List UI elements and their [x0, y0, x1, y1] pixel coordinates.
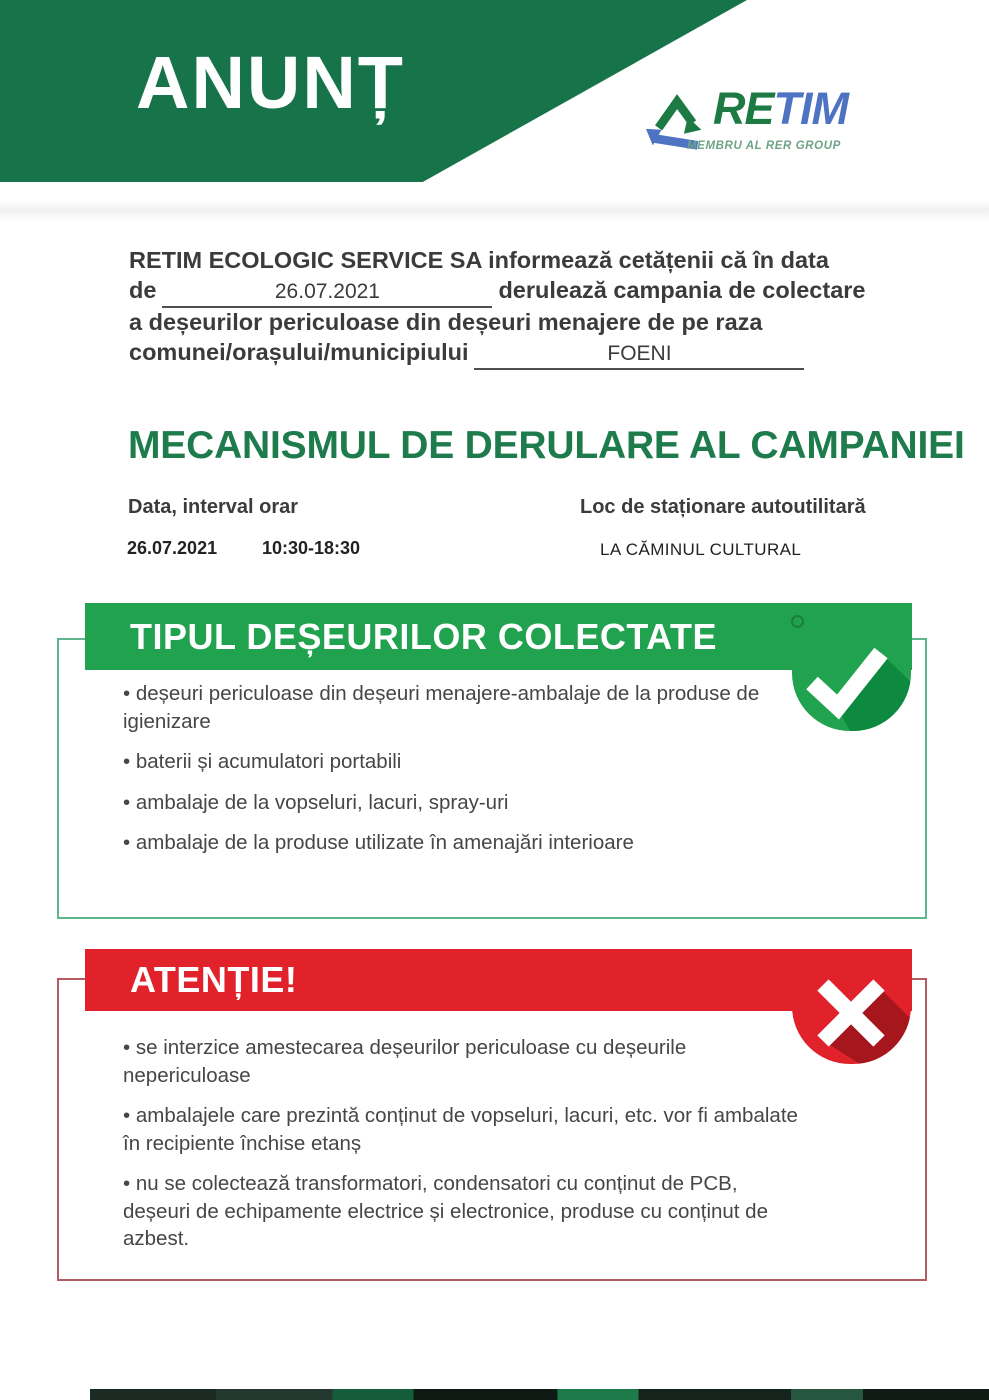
list-item: • nu se colectează transformatori, condensatori cu conținut de PCB, deșeuri de echipamente electrice și electronice, produse cu conținut de azbest.: [123, 1170, 805, 1253]
list-item: • ambalaje de la produse utilizate în amenajări interioare: [123, 829, 805, 857]
city-fill-blank: FOENI: [474, 339, 804, 371]
intro-line3: a deșeurilor periculoase din deșeuri menajere de pe raza: [129, 309, 763, 335]
schedule-date: 26.07.2021: [127, 538, 218, 558]
logo-re-text: RE: [713, 83, 774, 134]
logo-tim-text: TIM: [773, 83, 848, 134]
mechanism-title: MECANISMUL DE DERULARE AL CAMPANIEI: [128, 424, 965, 467]
list-item: • se interzice amestecarea deșeurilor periculoase cu deșeurile nepericuloase: [123, 1034, 805, 1089]
checkmark-badge: [792, 603, 911, 731]
footer-strip: [90, 1389, 989, 1400]
attention-section-header: [85, 949, 912, 1011]
x-badge: [792, 949, 911, 1064]
schedule-location: LA CĂMINUL CULTURAL: [600, 540, 802, 559]
location-column-header: Loc de staționare autoutilitară: [580, 496, 866, 518]
intro-line4-prefix: comunei/orașului/municipiului: [129, 338, 469, 365]
intro-paragraph: [129, 246, 929, 370]
collected-section-title: TIPUL DEȘEURILOR COLECTATE: [130, 615, 718, 657]
schedule-interval: 10:30-18:30: [262, 538, 361, 558]
date-fill-blank: 26.07.2021: [162, 277, 492, 309]
collected-items-list: [123, 680, 805, 870]
intro-line2-suffix: derulează campania de colectare: [498, 276, 866, 303]
hole-mark: [791, 615, 804, 628]
retim-logo: [645, 83, 885, 160]
attention-section-title: ATENȚIE!: [130, 959, 298, 1000]
list-item: • ambalaje de la vopseluri, lacuri, spray-uri: [123, 789, 805, 817]
scan-artifact-band: [0, 200, 989, 222]
list-item: • baterii și acumulatori portabili: [123, 748, 805, 776]
page-title: ANUNȚ: [136, 41, 405, 124]
intro-line2-prefix: de: [129, 276, 157, 303]
logo-wordmark: [713, 83, 848, 134]
intro-line1: RETIM ECOLOGIC SERVICE SA informează cetățenii că în data: [129, 247, 829, 273]
logo-tagline: MEMBRU AL RER GROUP: [687, 140, 841, 152]
list-item: • deșeuri periculoase din deșeuri menajere-ambalaje de la produse de igienizare: [123, 680, 805, 735]
collected-section-header: [85, 603, 912, 670]
attention-items-list: [123, 1034, 805, 1266]
schedule-column-header: Data, interval orar: [128, 496, 299, 518]
list-item: • ambalajele care prezintă conținut de vopseluri, lacuri, etc. vor fi ambalate în recipiente închise etanș: [123, 1102, 805, 1157]
